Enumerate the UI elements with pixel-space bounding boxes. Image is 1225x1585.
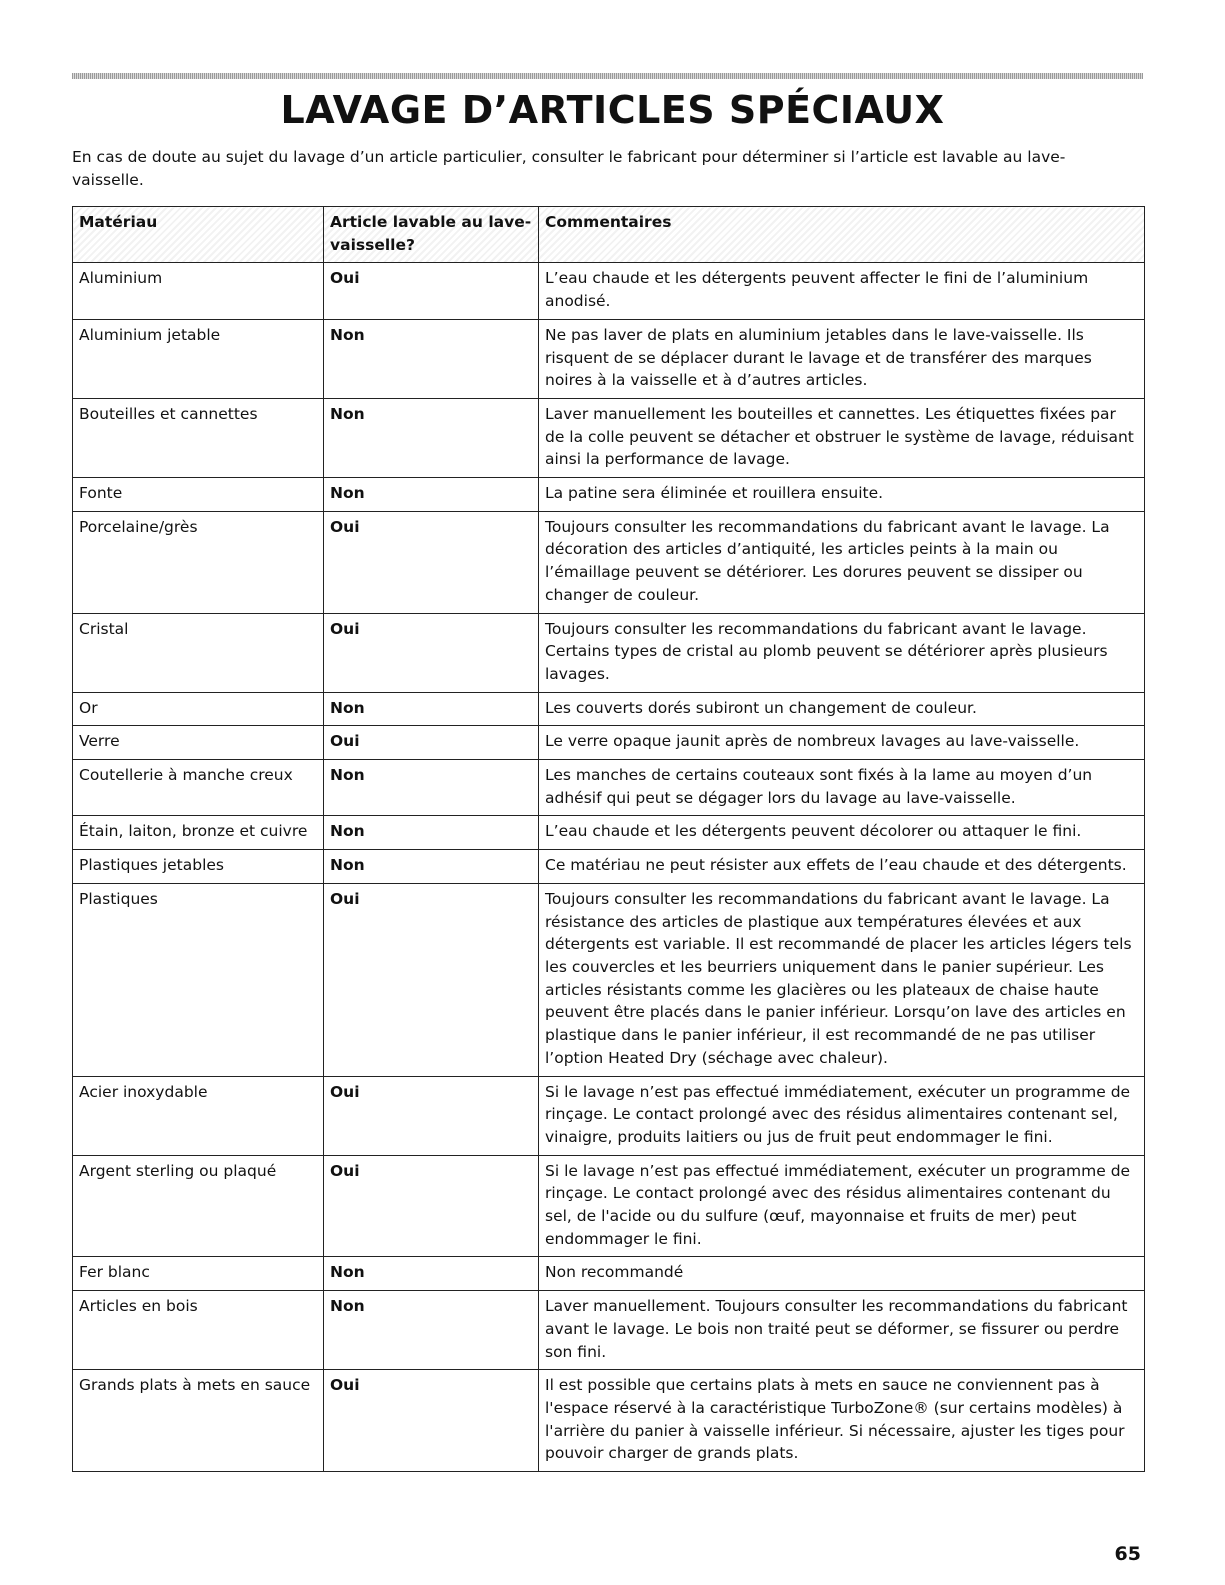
- dishwasher-safe-cell: Non: [324, 760, 539, 816]
- material-cell: Aluminium: [73, 263, 324, 319]
- dishwasher-safe-cell: Non: [324, 692, 539, 726]
- comments-cell: Ne pas laver de plats en aluminium jetables dans le lave-vaisselle. Ils risquent de se déplacer durant le lavage et de transférer des marques noires à la vaisselle et à d’autres articles.: [539, 319, 1145, 398]
- comments-cell: Non recommandé: [539, 1257, 1145, 1291]
- material-cell: Acier inoxydable: [73, 1076, 324, 1155]
- dishwasher-safe-cell: Non: [324, 816, 539, 850]
- material-cell: Or: [73, 692, 324, 726]
- material-cell: Argent sterling ou plaqué: [73, 1155, 324, 1257]
- comments-cell: Si le lavage n’est pas effectué immédiatement, exécuter un programme de rinçage. Le contact prolongé avec des résidus alimentaires contenant sel, vinaigre, produits laitiers ou jus de fruit peut endommager le fini.: [539, 1076, 1145, 1155]
- dishwasher-safe-cell: Non: [324, 850, 539, 884]
- material-cell: Aluminium jetable: [73, 319, 324, 398]
- material-cell: Plastiques jetables: [73, 850, 324, 884]
- dishwasher-safe-cell: Non: [324, 398, 539, 477]
- comments-cell: Il est possible que certains plats à mets en sauce ne conviennent pas à l'espace réservé à la caractéristique TurboZone® (sur certains modèles) à l'arrière du panier à vaisselle inférieur. Si nécessaire, ajuster les tiges pour pouvoir charger de grands plats.: [539, 1370, 1145, 1472]
- comments-cell: Les manches de certains couteaux sont fixés à la lame au moyen d’un adhésif qui peut se dégager lors du lavage au lave-vaisselle.: [539, 760, 1145, 816]
- header-material: Matériau: [73, 207, 324, 263]
- comments-cell: Les couverts dorés subiront un changement de couleur.: [539, 692, 1145, 726]
- page-title: LAVAGE D’ARTICLES SPÉCIAUX: [280, 88, 945, 132]
- comments-cell: Toujours consulter les recommandations du fabricant avant le lavage. La résistance des articles de plastique aux températures élevées et aux détergents est variable. Il est recommandé de placer les articles légers tels les couvercles et les beurriers uniquement dans le panier supérieur. Les articles résistants comme les glacières ou les plateaux de chaise haute peuvent être placés dans le panier inférieur. Lorsqu’on lave des articles en plastique dans le panier inférieur, il est recommandé de ne pas utiliser l’option Heated Dry (séchage avec chaleur).: [539, 883, 1145, 1076]
- table-row: [73, 1155, 1145, 1257]
- dishwasher-safe-cell: Oui: [324, 1155, 539, 1257]
- comments-cell: Le verre opaque jaunit après de nombreux lavages au lave-vaisselle.: [539, 726, 1145, 760]
- comments-cell: Ce matériau ne peut résister aux effets de l’eau chaude et des détergents.: [539, 850, 1145, 884]
- table-row: [73, 1291, 1145, 1370]
- dishwasher-safe-cell: Oui: [324, 726, 539, 760]
- dishwasher-safe-cell: Non: [324, 1291, 539, 1370]
- dishwasher-safe-cell: Non: [324, 478, 539, 512]
- dishwasher-safe-cell: Oui: [324, 1370, 539, 1472]
- table-row: [73, 816, 1145, 850]
- table-row: [73, 613, 1145, 692]
- material-cell: Plastiques: [73, 883, 324, 1076]
- comments-cell: L’eau chaude et les détergents peuvent affecter le fini de l’aluminium anodisé.: [539, 263, 1145, 319]
- comments-cell: Toujours consulter les recommandations du fabricant avant le lavage. Certains types de cristal au plomb peuvent se détériorer après plusieurs lavages.: [539, 613, 1145, 692]
- comments-cell: L’eau chaude et les détergents peuvent décolorer ou attaquer le fini.: [539, 816, 1145, 850]
- table-row: [73, 850, 1145, 884]
- comments-cell: Si le lavage n’est pas effectué immédiatement, exécuter un programme de rinçage. Le contact prolongé avec des résidus alimentaires contenant du sel, de l'acide ou du sulfure (œuf, mayonnaise et fruits de mer) peut endommager le fini.: [539, 1155, 1145, 1257]
- comments-cell: Laver manuellement les bouteilles et cannettes. Les étiquettes fixées par de la colle peuvent se détacher et obstruer le système de lavage, réduisant ainsi la performance de lavage.: [539, 398, 1145, 477]
- page-number: 65: [1114, 1543, 1141, 1565]
- table-row: [73, 478, 1145, 512]
- top-rule: [72, 73, 1143, 79]
- material-cell: Fer blanc: [73, 1257, 324, 1291]
- dishwasher-safe-cell: Non: [324, 319, 539, 398]
- table-row: [73, 692, 1145, 726]
- material-cell: Articles en bois: [73, 1291, 324, 1370]
- table-row: [73, 726, 1145, 760]
- table-row: [73, 511, 1145, 613]
- dishwasher-safe-cell: Oui: [324, 883, 539, 1076]
- table-header-row: [73, 207, 1145, 263]
- material-cell: Bouteilles et cannettes: [73, 398, 324, 477]
- table-row: [73, 263, 1145, 319]
- comments-cell: Laver manuellement. Toujours consulter les recommandations du fabricant avant le lavage. Le bois non traité peut se déformer, se fissurer ou perdre son fini.: [539, 1291, 1145, 1370]
- comments-cell: La patine sera éliminée et rouillera ensuite.: [539, 478, 1145, 512]
- table-row: [73, 1076, 1145, 1155]
- comments-cell: Toujours consulter les recommandations du fabricant avant le lavage. La décoration des articles d’antiquité, les articles peints à la main ou l’émaillage peuvent se détériorer. Les dorures peuvent se dissiper ou changer de couleur.: [539, 511, 1145, 613]
- table-row: [73, 760, 1145, 816]
- material-cell: Étain, laiton, bronze et cuivre: [73, 816, 324, 850]
- dishwasher-safe-cell: Oui: [324, 263, 539, 319]
- table-row: [73, 1257, 1145, 1291]
- material-cell: Coutellerie à manche creux: [73, 760, 324, 816]
- table-row: [73, 398, 1145, 477]
- header-comments: Commentaires: [539, 207, 1145, 263]
- dishwasher-safe-cell: Oui: [324, 1076, 539, 1155]
- material-cell: Verre: [73, 726, 324, 760]
- table-row: [73, 883, 1145, 1076]
- dishwasher-safe-cell: Oui: [324, 613, 539, 692]
- dishwasher-safe-cell: Non: [324, 1257, 539, 1291]
- table-row: [73, 319, 1145, 398]
- material-cell: Cristal: [73, 613, 324, 692]
- material-cell: Grands plats à mets en sauce: [73, 1370, 324, 1472]
- dishwasher-safe-cell: Oui: [324, 511, 539, 613]
- header-dishwasher-safe: Article lavable au lave-vaisselle?: [324, 207, 539, 263]
- material-cell: Fonte: [73, 478, 324, 512]
- intro-paragraph: En cas de doute au sujet du lavage d’un article particulier, consulter le fabricant pour déterminer si l’article est lavable au lave-vaisselle.: [72, 148, 1066, 189]
- material-cell: Porcelaine/grès: [73, 511, 324, 613]
- special-items-table: [72, 206, 1145, 1472]
- table-row: [73, 1370, 1145, 1472]
